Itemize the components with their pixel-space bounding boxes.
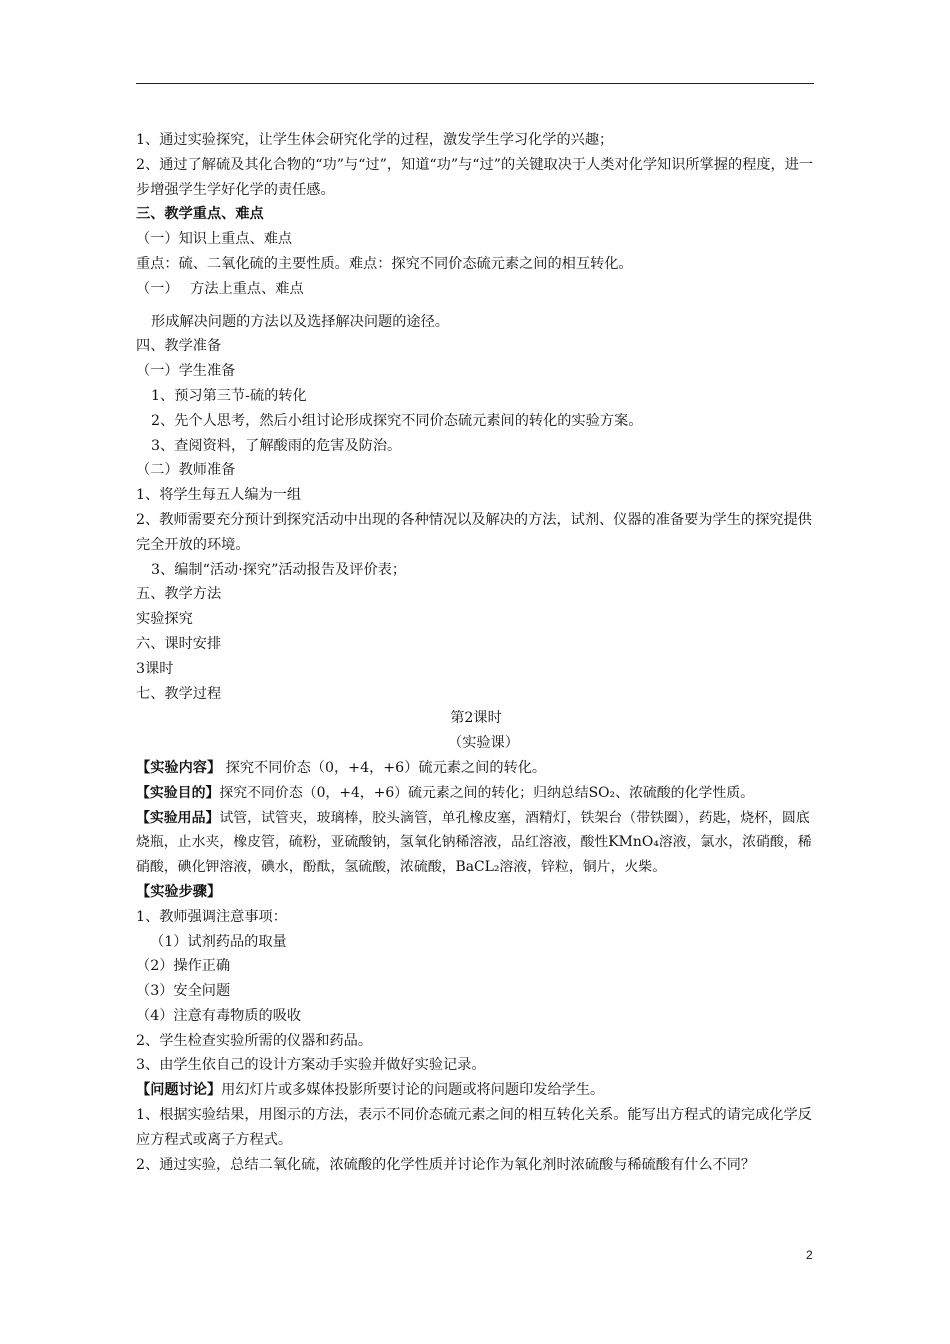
section-6-title: 六、课时安排: [136, 635, 222, 652]
purpose-text: 探究不同价态（0，+4，+6）硫元素之间的转化；归纳总结SO₂、浓硫酸的化学性质。: [219, 784, 755, 801]
section-3-sub2: （一） 方法上重点、难点: [136, 280, 304, 297]
student-prep-title: （一）学生准备: [136, 363, 236, 380]
teacher-prep-title: （二）教师准备: [136, 462, 236, 479]
section-3-sub1: （一）知识上重点、难点: [136, 231, 293, 248]
goal-2: 2、通过了解硫及其化合物的“功”与“过”，知道“功”与“过”的关键取决于人类对化学知识所掌握的程度，进一步增强学生学好化学的责任感。: [136, 156, 814, 198]
section-4-title: 四、教学准备: [136, 338, 222, 355]
section-3-sub2-text: 形成解决问题的方法以及选择解决问题的途径。: [151, 313, 449, 330]
student-item-2: 2、先个人思考，然后小组讨论形成探究不同价态硫元素间的转化的实验方案。: [151, 412, 643, 429]
note-3: （3）安全问题: [136, 983, 231, 1000]
student-item-3: 3、查阅资料，了解酸雨的危害及防治。: [151, 437, 402, 454]
teacher-item-3: 3、编制“活动·探究”活动报告及评价表；: [151, 561, 407, 578]
discussion-text: 用幻灯片或多媒体投影所要讨论的问题或将问题印发给学生。: [221, 1082, 605, 1099]
step-3: 3、由学生依自己的设计方案动手实验并做好实验记录。: [136, 1057, 486, 1074]
steps-label: 【实验步骤】: [136, 883, 222, 900]
lesson-type: （实验课）: [448, 735, 519, 752]
supplies-label: 【实验用品】: [136, 809, 220, 826]
student-item-1: 1、预习第三节-硫的转化: [151, 387, 307, 404]
supplies-text: 试管，试管夹，玻璃棒，胶头滴管，单孔橡皮塞，酒精灯，铁架台（带铁圈），药匙，烧杯，圆底烧瓶，止水夹，橡皮管，硫粉，亚硫酸钠，氢氧化钠稀溶液，品红溶液，酸性KMnO₄溶液，氯水，浓硝酸，稀硝酸，碘化钾溶液，碘水，酚酞，氢硫酸，浓硫酸，BaCL₂溶液，锌粒，铜片，火柴。: [136, 809, 812, 876]
note-4: （4）注意有毒物质的吸收: [136, 1007, 302, 1024]
note-1: （1）试剂药品的取量: [150, 933, 287, 950]
goal-1: 1、通过实验探究，让学生体会研究化学的过程，激发学生学习化学的兴趣；: [136, 132, 614, 148]
content-text: 探究不同价态（0，+4，+6）硫元素之间的转化。: [225, 759, 547, 776]
step-2: 2、学生检查实验所需的仪器和药品。: [136, 1032, 373, 1049]
section-5-text: 实验探究: [136, 611, 193, 628]
discussion-label: 【问题讨论】: [136, 1082, 222, 1099]
teacher-item-2: 2、教师需要充分预计到探究活动中出现的各种情况以及解决的方法，试剂、仪器的准备要为学生的探究提供完全开放的环境。: [136, 511, 812, 553]
section-3-sub1-text: 重点：硫、二氧化硫的主要性质。难点：探究不同价态硫元素之间的相互转化。: [136, 255, 633, 272]
section-3-title: 三、教学重点、难点: [136, 206, 264, 223]
section-5-title: 五、教学方法: [136, 586, 222, 603]
question-2: 2、通过实验，总结二氧化硫，浓硫酸的化学性质并讨论作为氧化剂时浓硫酸与稀硫酸有什么不同？: [136, 1156, 756, 1173]
section-6-text: 3课时: [136, 660, 174, 677]
purpose-label: 【实验目的】: [136, 784, 220, 801]
step-1: 1、教师强调注意事项：: [136, 908, 287, 925]
lesson-title: 第2课时: [450, 710, 502, 727]
question-1: 1、根据实验结果，用图示的方法，表示不同价态硫元素之间的相互转化关系。能写出方程式的请完成化学反应方程式或离子方程式。: [136, 1107, 812, 1148]
header-rule: [136, 83, 814, 84]
page-number: 2: [806, 1248, 813, 1262]
content-label: 【实验内容】: [136, 759, 222, 776]
section-7-title: 七、教学过程: [136, 685, 222, 702]
document-body: [136, 128, 816, 1177]
teacher-item-1: 1、将学生每五人编为一组: [136, 487, 302, 504]
note-2: （2）操作正确: [136, 958, 231, 975]
